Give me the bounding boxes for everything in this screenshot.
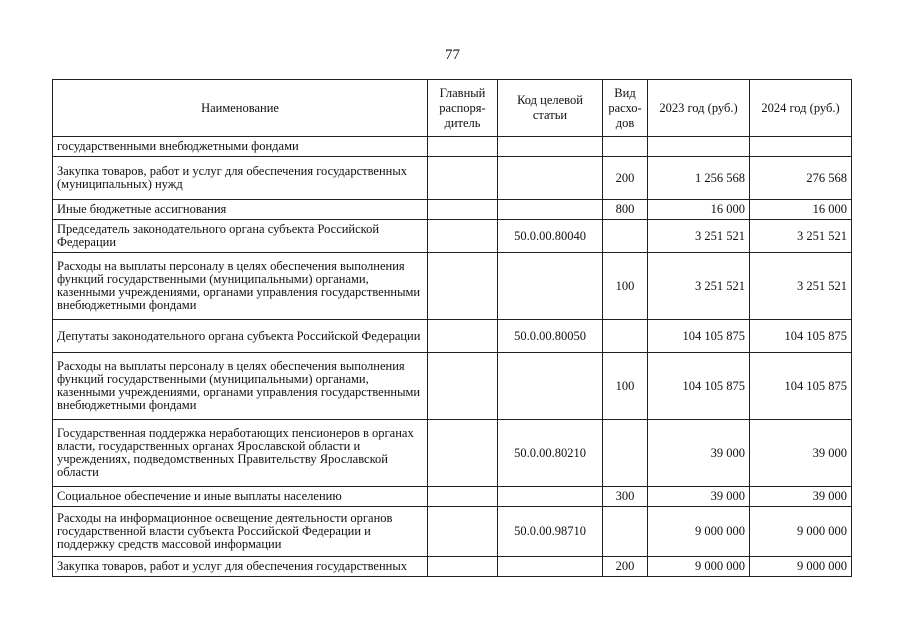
- cell-2023: 39 000: [648, 420, 750, 487]
- header-vid: Вид расхо-дов: [603, 80, 648, 137]
- cell-name: Социальное обеспечение и иные выплаты населению: [53, 487, 428, 507]
- cell-vid: 100: [603, 353, 648, 420]
- cell-2023: 3 251 521: [648, 253, 750, 320]
- table-body: [53, 137, 852, 577]
- cell-name: Иные бюджетные ассигнования: [53, 200, 428, 220]
- cell-vid: 100: [603, 253, 648, 320]
- table-row: [53, 320, 852, 353]
- header-2023: 2023 год (руб.): [648, 80, 750, 137]
- cell-2023: 104 105 875: [648, 320, 750, 353]
- table-row: [53, 200, 852, 220]
- header-2024: 2024 год (руб.): [750, 80, 852, 137]
- page-number: 77: [445, 47, 460, 63]
- table-row: [53, 557, 852, 577]
- cell-code: 50.0.00.98710: [498, 507, 603, 557]
- cell-2024: 39 000: [750, 420, 852, 487]
- cell-code: 50.0.00.80210: [498, 420, 603, 487]
- cell-2024: 9 000 000: [750, 557, 852, 577]
- cell-vid: [603, 420, 648, 487]
- cell-name: Председатель законодательного органа субъекта Российской Федерации: [53, 220, 428, 253]
- cell-2023: 104 105 875: [648, 353, 750, 420]
- cell-2023: 9 000 000: [648, 557, 750, 577]
- cell-grbs: [428, 487, 498, 507]
- header-grbs: Главный распоря-дитель: [428, 80, 498, 137]
- cell-name: Расходы на информационное освещение деятельности органов государственной власти субъекта Российской Федерации и поддержку средств массовой информации: [53, 507, 428, 557]
- cell-name: государственными внебюджетными фондами: [53, 137, 428, 157]
- table-row: [53, 157, 852, 200]
- header-code: Код целевой статьи: [498, 80, 603, 137]
- table-row: [53, 137, 852, 157]
- table-row: [53, 253, 852, 320]
- cell-code: [498, 557, 603, 577]
- cell-grbs: [428, 253, 498, 320]
- cell-name: Закупка товаров, работ и услуг для обеспечения государственных: [53, 557, 428, 577]
- cell-2024: 104 105 875: [750, 353, 852, 420]
- cell-code: [498, 353, 603, 420]
- cell-2024: 276 568: [750, 157, 852, 200]
- cell-name: Расходы на выплаты персоналу в целях обеспечения выполнения функций государственными (муниципальными) органами, казенными учреждениями, органами управления государственными внебюджетными фондами: [53, 253, 428, 320]
- cell-code: 50.0.00.80050: [498, 320, 603, 353]
- cell-2023: [648, 137, 750, 157]
- cell-code: 50.0.00.80040: [498, 220, 603, 253]
- table-row: [53, 507, 852, 557]
- cell-grbs: [428, 353, 498, 420]
- cell-2024: 9 000 000: [750, 507, 852, 557]
- table-row: [53, 420, 852, 487]
- cell-vid: 300: [603, 487, 648, 507]
- cell-2023: 3 251 521: [648, 220, 750, 253]
- cell-name: Расходы на выплаты персоналу в целях обеспечения выполнения функций государственными (муниципальными) органами, казенными учреждениями, органами управления государственными внебюджетными фондами: [53, 353, 428, 420]
- cell-vid: [603, 507, 648, 557]
- budget-table: [52, 79, 852, 577]
- cell-2024: [750, 137, 852, 157]
- cell-2024: 3 251 521: [750, 220, 852, 253]
- cell-vid: 800: [603, 200, 648, 220]
- cell-vid: [603, 220, 648, 253]
- cell-2024: 39 000: [750, 487, 852, 507]
- cell-grbs: [428, 420, 498, 487]
- cell-2024: 3 251 521: [750, 253, 852, 320]
- cell-2023: 39 000: [648, 487, 750, 507]
- cell-2024: 16 000: [750, 200, 852, 220]
- cell-code: [498, 487, 603, 507]
- cell-code: [498, 137, 603, 157]
- cell-name: Государственная поддержка неработающих пенсионеров в органах власти, государственных органах Ярославской области и учреждениях, подведомственных Правительству Ярославской области: [53, 420, 428, 487]
- cell-vid: [603, 320, 648, 353]
- header-name: Наименование: [53, 80, 428, 137]
- cell-vid: 200: [603, 557, 648, 577]
- cell-2023: 16 000: [648, 200, 750, 220]
- cell-name: Закупка товаров, работ и услуг для обеспечения государственных (муниципальных) нужд: [53, 157, 428, 200]
- cell-code: [498, 253, 603, 320]
- cell-2023: 1 256 568: [648, 157, 750, 200]
- cell-2024: 104 105 875: [750, 320, 852, 353]
- table-row: [53, 487, 852, 507]
- cell-2023: 9 000 000: [648, 507, 750, 557]
- cell-name: Депутаты законодательного органа субъекта Российской Федерации: [53, 320, 428, 353]
- cell-vid: 200: [603, 157, 648, 200]
- table-row: [53, 220, 852, 253]
- cell-vid: [603, 137, 648, 157]
- header-row: [53, 80, 852, 137]
- cell-grbs: [428, 137, 498, 157]
- cell-code: [498, 200, 603, 220]
- cell-grbs: [428, 200, 498, 220]
- cell-grbs: [428, 157, 498, 200]
- cell-grbs: [428, 220, 498, 253]
- cell-grbs: [428, 320, 498, 353]
- cell-grbs: [428, 507, 498, 557]
- table-row: [53, 353, 852, 420]
- cell-grbs: [428, 557, 498, 577]
- cell-code: [498, 157, 603, 200]
